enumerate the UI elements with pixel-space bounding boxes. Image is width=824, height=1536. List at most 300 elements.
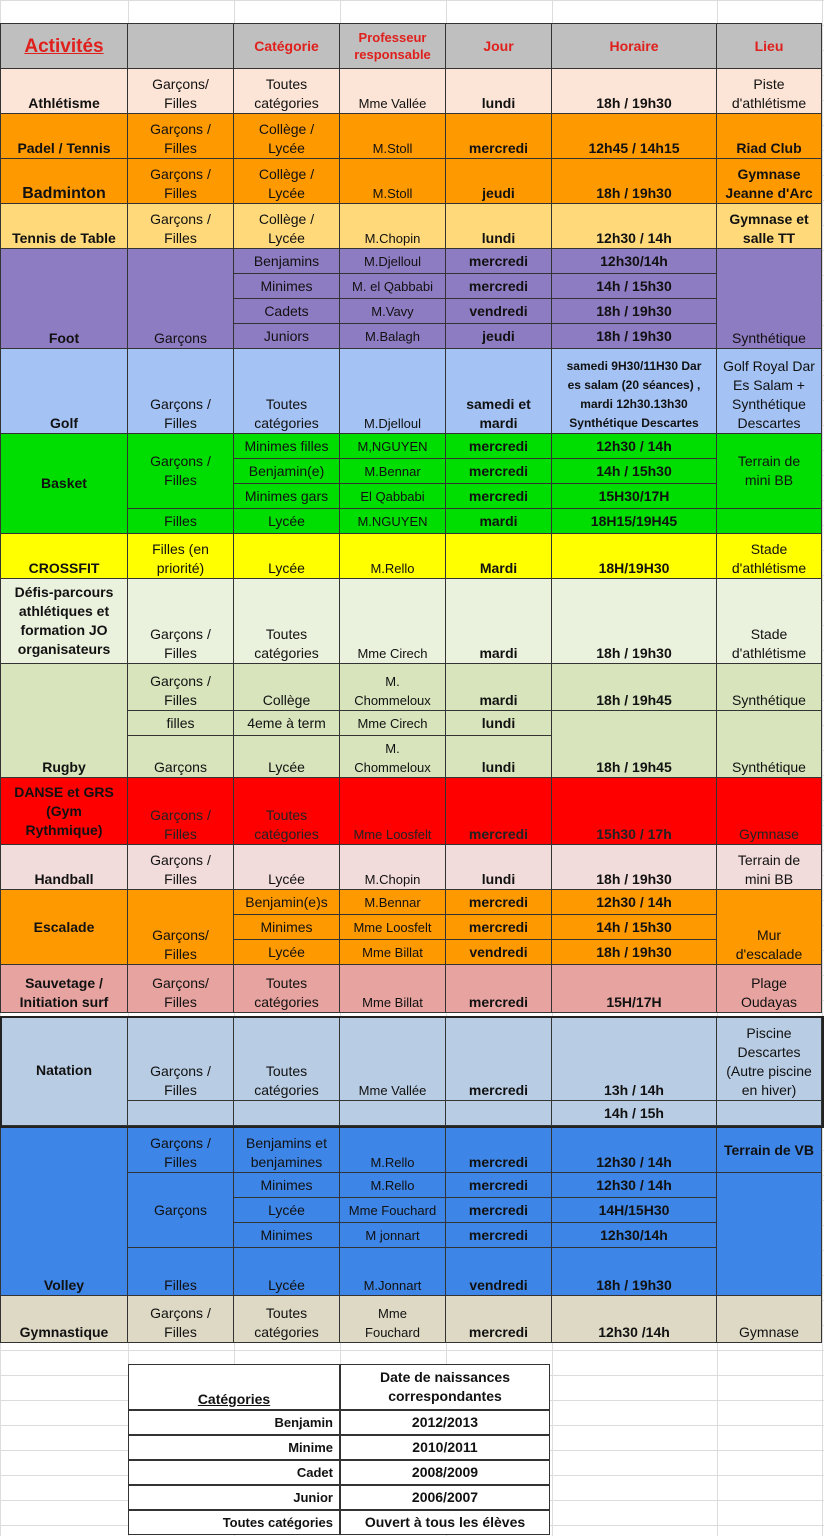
teacher-text: M.Rello	[370, 1177, 415, 1193]
schedule-text: 14H/15H30	[598, 1201, 670, 1218]
activity-rugby	[0, 664, 128, 778]
schedule	[552, 249, 717, 274]
teacher	[340, 349, 446, 434]
public	[128, 1173, 234, 1248]
activity-danse	[0, 778, 128, 845]
public-text: Garçons	[154, 759, 207, 775]
public-text: Garçons / Filles	[150, 673, 211, 708]
teacher-text: Mme Loosfelt	[353, 919, 432, 935]
activity-gymnastique	[0, 1296, 128, 1343]
location	[717, 1016, 822, 1101]
schedule-text: 12h30 / 14h	[596, 230, 672, 246]
activity-tennis_table-text: Tennis de Table	[12, 230, 116, 246]
activity-sauvetage-text: Sauvetage / Initiation surf	[19, 975, 109, 1010]
legend-header-dates-text: Date de naissances correspondantes	[380, 1369, 510, 1404]
day	[446, 69, 552, 114]
category	[234, 434, 340, 459]
day	[446, 736, 552, 778]
category-text: Minimes gars	[244, 487, 329, 504]
location-text: Riad Club	[736, 140, 802, 156]
day	[446, 114, 552, 159]
teacher	[340, 299, 446, 324]
category-text: Lycée	[268, 512, 305, 529]
schedule	[552, 1296, 717, 1343]
teacher-text: M.Bennar	[364, 894, 421, 910]
public	[128, 509, 234, 534]
day	[446, 274, 552, 299]
day	[446, 965, 552, 1013]
legend-date-text: 2010/2011	[412, 1439, 478, 1455]
day-text: lundi	[481, 230, 516, 246]
teacher	[340, 159, 446, 204]
schedule-text: samedi 9H30/11H30 Dar es salam (20 séances) , mardi 12h30.13h30 Synthétique Descartes	[566, 359, 702, 430]
legend-date-text: 2012/2013	[411, 1414, 479, 1430]
activity-padel	[0, 114, 128, 159]
schedule-text: 15H/17H	[606, 994, 662, 1010]
public-text: Garçons / Filles	[150, 396, 211, 431]
schedule-text: 18h / 19h30	[596, 327, 672, 344]
teacher-text: M.Vavy	[371, 303, 414, 319]
location	[717, 534, 822, 579]
header-blank	[128, 23, 234, 69]
day-text: mardi	[479, 692, 518, 708]
category	[234, 778, 340, 845]
public	[128, 1016, 234, 1101]
legend-category	[128, 1510, 340, 1535]
teacher-text: Mme Loosfelt	[353, 827, 432, 842]
teacher-text: M.Djelloul	[363, 416, 422, 431]
legend-category-text: Toutes catégories	[222, 1515, 333, 1530]
schedule	[552, 434, 717, 459]
category	[234, 940, 340, 965]
category	[234, 845, 340, 890]
header-lieu	[717, 23, 822, 69]
category	[234, 736, 340, 778]
header-professeur-text: Professeur responsable	[354, 30, 431, 62]
category	[234, 711, 340, 736]
schedule	[552, 204, 717, 249]
activity-defis-text: Défis-parcours athlétiques et formation JO organisateurs	[14, 584, 114, 657]
teacher	[340, 509, 446, 534]
location	[717, 965, 822, 1013]
legend-header-categories-text: Catégories	[197, 1391, 271, 1407]
category-text: Juniors	[263, 327, 310, 344]
schedule-text: 18h / 19h45	[596, 759, 672, 775]
legend-date	[340, 1485, 550, 1510]
gridline	[0, 1350, 824, 1351]
schedule	[552, 845, 717, 890]
activity-basket	[0, 434, 128, 534]
public-text: filles	[166, 714, 195, 731]
teacher-text: M.Chopin	[364, 872, 421, 887]
location-text: Terrain de mini BB	[737, 453, 801, 488]
gridline	[0, 0, 824, 1]
schedule-text: 12h30 / 14h	[596, 437, 672, 454]
teacher-text: Mme Cirech	[357, 646, 428, 661]
schedule	[552, 940, 717, 965]
category	[234, 1128, 340, 1173]
public	[128, 1296, 234, 1343]
category-text: Collège / Lycée	[258, 211, 315, 246]
public	[128, 711, 234, 736]
category	[234, 1016, 340, 1101]
activity-crossfit-text: CROSSFIT	[28, 560, 100, 576]
activity-basket-text: Basket	[41, 475, 87, 491]
public	[128, 69, 234, 114]
location	[717, 1128, 822, 1173]
category-text: Collège / Lycée	[258, 121, 315, 156]
day-text: lundi	[481, 871, 516, 887]
day	[446, 1296, 552, 1343]
day	[446, 890, 552, 915]
category	[234, 890, 340, 915]
empty-cell	[234, 1101, 340, 1126]
empty-cell	[717, 1101, 822, 1126]
day-text: lundi	[481, 759, 516, 775]
day-text: samedi et mardi	[466, 396, 531, 431]
day-text: mercredi	[468, 1176, 529, 1193]
day-text: vendredi	[469, 302, 528, 319]
day	[446, 324, 552, 349]
day-text: jeudi	[482, 327, 515, 344]
location	[717, 349, 822, 434]
location-empty	[717, 509, 822, 534]
public	[128, 890, 234, 965]
schedule-text: 14h / 15h30	[596, 462, 672, 479]
schedule	[552, 484, 717, 509]
category	[234, 114, 340, 159]
day-text: mercredi	[468, 893, 529, 910]
activity-natation-text: Natation	[36, 1062, 92, 1078]
category-text: Minimes	[260, 277, 313, 294]
teacher-text: M,NGUYEN	[357, 438, 428, 454]
day-text: lundi	[481, 95, 516, 111]
schedule	[552, 1248, 717, 1296]
category-text: Lycée	[268, 1277, 305, 1293]
empty-cell	[446, 1101, 552, 1126]
activity-danse-text: DANSE et GRS (Gym Rythmique)	[14, 783, 114, 838]
location	[717, 114, 822, 159]
public	[128, 736, 234, 778]
location-text: Synthétique	[732, 759, 806, 775]
day-text: mercredi	[468, 1201, 529, 1218]
teacher	[340, 778, 446, 845]
header-jour-text: Jour	[483, 37, 514, 54]
schedule-text: 18h / 19h30	[596, 185, 672, 201]
category	[234, 1296, 340, 1343]
public-text: Garçons / Filles	[150, 807, 211, 842]
legend-date-text: 2008/2009	[411, 1464, 479, 1480]
location-text: Terrain de VB	[724, 1141, 814, 1158]
day-text: jeudi	[482, 185, 515, 201]
teacher-text: M.Stoll	[372, 186, 413, 201]
activity-badminton	[0, 159, 128, 204]
teacher	[340, 249, 446, 274]
gridline	[822, 0, 823, 1536]
location	[717, 664, 822, 711]
location	[717, 778, 822, 845]
day-text: mercredi	[468, 462, 529, 479]
schedule-text: 18h / 19h30	[596, 943, 672, 960]
category	[234, 534, 340, 579]
schedule	[552, 1198, 717, 1223]
teacher-text: M.NGUYEN	[357, 513, 428, 529]
schedule	[552, 965, 717, 1013]
day-text: mercredi	[468, 277, 529, 294]
teacher	[340, 1173, 446, 1198]
schedule	[552, 1101, 717, 1126]
schedule-text: 18H/19H30	[598, 560, 670, 576]
day	[446, 940, 552, 965]
teacher	[340, 845, 446, 890]
day	[446, 915, 552, 940]
category-text: Lycée	[268, 943, 305, 960]
public-text: Garçons / Filles	[150, 626, 211, 661]
header-professeur	[340, 23, 446, 69]
category	[234, 1173, 340, 1198]
category	[234, 1248, 340, 1296]
category-text: Toutes catégories	[254, 1305, 319, 1340]
day-text: vendredi	[469, 943, 528, 960]
schedule	[552, 579, 717, 664]
public-text: Filles (en priorité)	[152, 541, 209, 576]
schedule-text: 18h / 19h30	[596, 302, 672, 319]
category-text: Minimes filles	[244, 437, 329, 454]
location-empty	[717, 1173, 822, 1296]
schedule	[552, 509, 717, 534]
day	[446, 534, 552, 579]
public-text: Garçons / Filles	[150, 1135, 211, 1170]
location-text: Piste d'athlétisme	[731, 76, 807, 111]
schedule-text: 14h / 15h	[604, 1104, 664, 1121]
location	[717, 1296, 822, 1343]
category	[234, 249, 340, 274]
day	[446, 484, 552, 509]
public	[128, 349, 234, 434]
teacher	[340, 965, 446, 1013]
location-text: Terrain de mini BB	[737, 852, 801, 887]
category	[234, 349, 340, 434]
public	[128, 664, 234, 711]
day-text: mercredi	[468, 487, 529, 504]
activity-volley	[0, 1128, 128, 1296]
activity-natation	[0, 1016, 128, 1126]
schedule-text: 13h / 14h	[604, 1082, 664, 1098]
day-text: mercredi	[468, 437, 529, 454]
activity-foot-text: Foot	[48, 330, 80, 346]
category-text: Toutes catégories	[254, 76, 319, 111]
location	[717, 711, 822, 778]
category-text: Toutes catégories	[254, 1063, 319, 1098]
teacher-text: Mme Fouchard	[348, 1202, 437, 1218]
location-text: Gymnase	[739, 826, 799, 842]
teacher	[340, 1198, 446, 1223]
location	[717, 249, 822, 349]
category-text: Toutes catégories	[254, 626, 319, 661]
category	[234, 1198, 340, 1223]
legend-category-text: Benjamin	[274, 1415, 333, 1430]
day	[446, 249, 552, 274]
day	[446, 845, 552, 890]
empty-cell	[128, 1101, 234, 1126]
schedule	[552, 1128, 717, 1173]
teacher	[340, 711, 446, 736]
schedule-text: 18H15/19H45	[590, 512, 678, 529]
teacher	[340, 1223, 446, 1248]
public-text: Garçons	[154, 330, 207, 346]
day	[446, 664, 552, 711]
location-text: Golf Royal Dar Es Salam + Synthétique Descartes	[723, 358, 815, 431]
activity-volley-text: Volley	[43, 1277, 85, 1293]
location-text: Plage Oudayas	[740, 975, 798, 1010]
public-text: Garçons/ Filles	[152, 975, 209, 1010]
activity-tennis_table	[0, 204, 128, 249]
teacher-text: M.Djelloul	[363, 253, 422, 269]
location-text: Stade d'athlétisme	[731, 541, 807, 576]
schedule	[552, 274, 717, 299]
header-activites-text: Activités	[24, 35, 104, 57]
legend-header-categories	[128, 1364, 340, 1410]
day	[446, 1248, 552, 1296]
public	[128, 1128, 234, 1173]
header-horaire-text: Horaire	[609, 37, 659, 54]
schedule	[552, 915, 717, 940]
day	[446, 1016, 552, 1101]
day	[446, 1128, 552, 1173]
teacher	[340, 274, 446, 299]
category-text: Collège / Lycée	[258, 166, 315, 201]
public-text: Garçons / Filles	[150, 166, 211, 201]
category	[234, 204, 340, 249]
legend-category-text: Cadet	[296, 1465, 333, 1480]
public	[128, 845, 234, 890]
category	[234, 965, 340, 1013]
teacher-text: Mme Fouchard	[365, 1306, 420, 1340]
location-text: Synthétique	[732, 330, 806, 346]
category-text: Lycée	[268, 1201, 305, 1218]
location-text: Mur d'escalade	[735, 927, 803, 962]
public	[128, 534, 234, 579]
teacher-text: M.Rello	[370, 1155, 415, 1170]
category	[234, 915, 340, 940]
day	[446, 1223, 552, 1248]
schedule-text: 12h30/14h	[600, 1226, 668, 1243]
day	[446, 509, 552, 534]
teacher	[340, 940, 446, 965]
category	[234, 159, 340, 204]
teacher	[340, 534, 446, 579]
schedule-text: 12h30 / 14h	[596, 1176, 672, 1193]
teacher-text: M.Chopin	[364, 231, 421, 246]
category	[234, 324, 340, 349]
public-text: Filles	[164, 512, 197, 529]
teacher	[340, 1248, 446, 1296]
legend-header-dates	[340, 1364, 550, 1410]
day-text: mercredi	[468, 140, 529, 156]
activity-golf-text: Golf	[50, 415, 78, 431]
teacher	[340, 114, 446, 159]
day	[446, 204, 552, 249]
legend-category	[128, 1485, 340, 1510]
activity-athletisme	[0, 69, 128, 114]
category-text: Toutes catégories	[254, 396, 319, 431]
location-text: Gymnase et salle TT	[729, 211, 809, 246]
header-activites	[0, 23, 128, 69]
legend-category-text: Minime	[288, 1440, 333, 1455]
teacher-text: M.Stoll	[372, 141, 413, 156]
schedule	[552, 1223, 717, 1248]
public-text: Garçons / Filles	[150, 1305, 211, 1340]
public-text: Garçons/ Filles	[152, 927, 209, 962]
legend-date	[340, 1460, 550, 1485]
day	[446, 159, 552, 204]
schedule-text: 12h30/14h	[600, 252, 668, 269]
day-text: mercredi	[468, 252, 529, 269]
public-text: Filles	[164, 1277, 197, 1293]
teacher-text: Mme Cirech	[357, 715, 428, 731]
schedule	[552, 299, 717, 324]
public	[128, 434, 234, 509]
category	[234, 664, 340, 711]
category-text: Benjamin(e)s	[245, 893, 328, 910]
location	[717, 579, 822, 664]
activity-escalade	[0, 890, 128, 965]
day-text: mardi	[479, 645, 518, 661]
public	[128, 1248, 234, 1296]
legend-category-text: Junior	[293, 1490, 333, 1505]
public	[128, 249, 234, 349]
schedule-text: 18h / 19h30	[596, 645, 672, 661]
day	[446, 349, 552, 434]
day	[446, 1173, 552, 1198]
category-text: 4eme à term	[247, 714, 326, 731]
schedule	[552, 534, 717, 579]
schedule-text: 15H30/17H	[598, 487, 670, 504]
schedule-text: 14h / 15h30	[596, 277, 672, 294]
day-text: vendredi	[469, 1277, 528, 1293]
day-text: mercredi	[468, 1154, 529, 1170]
header-lieu-text: Lieu	[754, 37, 784, 54]
location	[717, 69, 822, 114]
schedule	[552, 778, 717, 845]
teacher-text: M jonnart	[365, 1227, 420, 1243]
location	[717, 845, 822, 890]
schedule	[552, 114, 717, 159]
public-text: Garçons / Filles	[150, 852, 211, 887]
activity-handball-text: Handball	[34, 871, 94, 887]
schedule-text: 12h45 / 14h15	[588, 140, 680, 156]
schedule-text: 14h / 15h30	[596, 918, 672, 935]
category-text: Lycée	[268, 560, 305, 576]
legend-category	[128, 1435, 340, 1460]
category-text: Lycée	[268, 871, 305, 887]
day-text: lundi	[481, 714, 516, 731]
schedule	[552, 1016, 717, 1101]
location-text: Gymnase	[739, 1324, 799, 1340]
public-text: Garçons / Filles	[150, 1063, 211, 1098]
legend-date	[340, 1510, 550, 1535]
category-text: Collège	[262, 692, 311, 708]
day-text: mercredi	[468, 994, 529, 1010]
teacher-text: M.Jonnart	[363, 1278, 422, 1293]
category-text: Cadets	[264, 302, 309, 319]
public	[128, 579, 234, 664]
activity-padel-text: Padel / Tennis	[17, 140, 111, 156]
teacher-text: M.Balagh	[365, 328, 420, 344]
teacher-text: Mme Billat	[362, 944, 423, 960]
day-text: mercredi	[468, 918, 529, 935]
location	[717, 434, 822, 509]
